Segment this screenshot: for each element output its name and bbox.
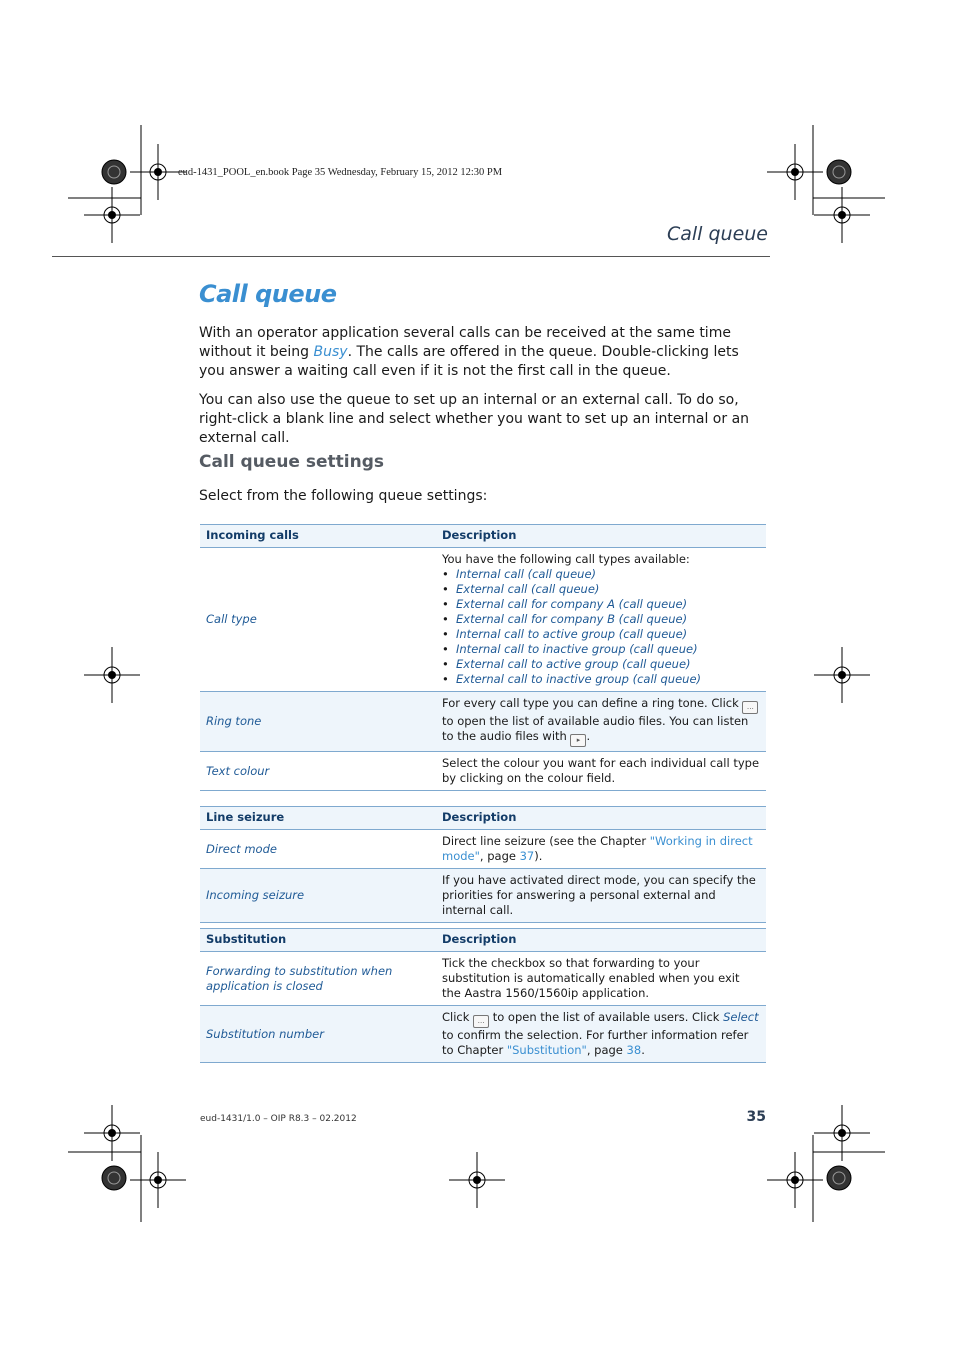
table-row <box>200 869 766 923</box>
direct-mode-chapter-link[interactable]: "Working in direct mode" <box>442 834 753 863</box>
substitution-table <box>200 928 766 1063</box>
header-description: Description <box>436 807 766 830</box>
list-item: • Internal call to inactive group (call queue) <box>442 642 760 657</box>
table-row <box>200 830 766 869</box>
table-row <box>200 548 766 692</box>
list-item: • External call to active group (call queue) <box>442 657 760 672</box>
running-head: Call queue <box>666 223 768 245</box>
page-37-link[interactable]: 37 <box>519 849 535 863</box>
select-label: Select <box>723 1010 759 1024</box>
ring-tone-description: For every call type you can define a ring tone. Click … to open the list of available audio files. You can listen to the audio files with ▸ . <box>436 692 766 752</box>
list-item: • External call (call queue) <box>442 582 760 597</box>
document-id: eud-1431/1.0 – OIP R8.3 – 02.2012 <box>200 1114 357 1124</box>
busy-link[interactable]: Busy <box>313 344 348 360</box>
list-item: • Internal call (call queue) <box>442 567 760 582</box>
list-item: • External call for company B (call queue) <box>442 612 760 627</box>
table-row <box>200 952 766 1006</box>
table-row <box>200 692 766 752</box>
list-item: • Internal call to active group (call queue) <box>442 627 760 642</box>
incoming-seizure-description: If you have activated direct mode, you can specify the priorities for answering a personal external and internal call. <box>436 869 766 923</box>
intro-paragraph-2: You can also use the queue to set up an internal or an external call. To do so, right-click a blank line and select whether you want to set up an internal or an external call. <box>199 392 750 446</box>
browse-icon: … <box>742 701 758 714</box>
play-icon: ▸ <box>570 734 586 747</box>
header-substitution: Substitution <box>200 929 436 952</box>
page-title: Call queue <box>199 280 337 308</box>
direct-mode-label: Direct mode <box>200 830 436 869</box>
list-item: • External call for company A (call queue) <box>442 597 760 612</box>
header-line-seizure: Line seizure <box>200 807 436 830</box>
forwarding-label: Forwarding to substitution when application is closed <box>200 952 436 1006</box>
call-type-label: Call type <box>200 548 436 692</box>
direct-mode-description: Direct line seizure (see the Chapter "Working in direct mode", page 37). <box>436 830 766 869</box>
substitution-chapter-link[interactable]: "Substitution" <box>506 1043 587 1057</box>
header-incoming-calls: Incoming calls <box>200 525 436 548</box>
substitution-number-label: Substitution number <box>200 1006 436 1063</box>
table-row <box>200 752 766 791</box>
substitution-number-description: Click … to open the list of available users. Click Select to confirm the selection. For further information refer to Chapter "Substitution", page 38. <box>436 1006 766 1063</box>
forwarding-description: Tick the checkbox so that forwarding to your substitution is automatically enabled when you exit the Aastra 1560/1560ip application. <box>436 952 766 1006</box>
header-rule <box>52 256 770 257</box>
page-number: 35 <box>746 1109 766 1125</box>
incoming-seizure-label: Incoming seizure <box>200 869 436 923</box>
table-row <box>200 1006 766 1063</box>
list-item: • External call to inactive group (call queue) <box>442 672 760 687</box>
settings-intro: Select from the following queue settings: <box>199 488 488 504</box>
intro-paragraph-1: With an operator application several calls can be received at the same time without it being Busy. The calls are offered in the queue. Double-clicking lets you answer a waiting call even if it is not the first call in the queue. <box>199 325 739 379</box>
browse-icon: … <box>473 1015 489 1028</box>
text-colour-description: Select the colour you want for each individual call type by clicking on the colour field. <box>436 752 766 791</box>
settings-heading: Call queue settings <box>199 452 384 472</box>
incoming-calls-table <box>200 524 766 791</box>
line-seizure-table <box>200 806 766 923</box>
book-header: eud-1431_POOL_en.book Page 35 Wednesday, February 15, 2012 12:30 PM <box>178 167 503 178</box>
ring-tone-label: Ring tone <box>200 692 436 752</box>
page-38-link[interactable]: 38 <box>626 1043 642 1057</box>
text-colour-label: Text colour <box>200 752 436 791</box>
header-description: Description <box>436 929 766 952</box>
call-type-description: You have the following call types available: • Internal call (call queue) • External call (call queue) • External call for company A (call queue) • External call for company B (call queue) • Internal call to active group (call queue) • Internal call to inactive group (call queue) • External call to active group (call queue) • External call to inactive group (call queue) <box>436 548 766 692</box>
header-description: Description <box>436 525 766 548</box>
call-type-list <box>442 567 760 687</box>
